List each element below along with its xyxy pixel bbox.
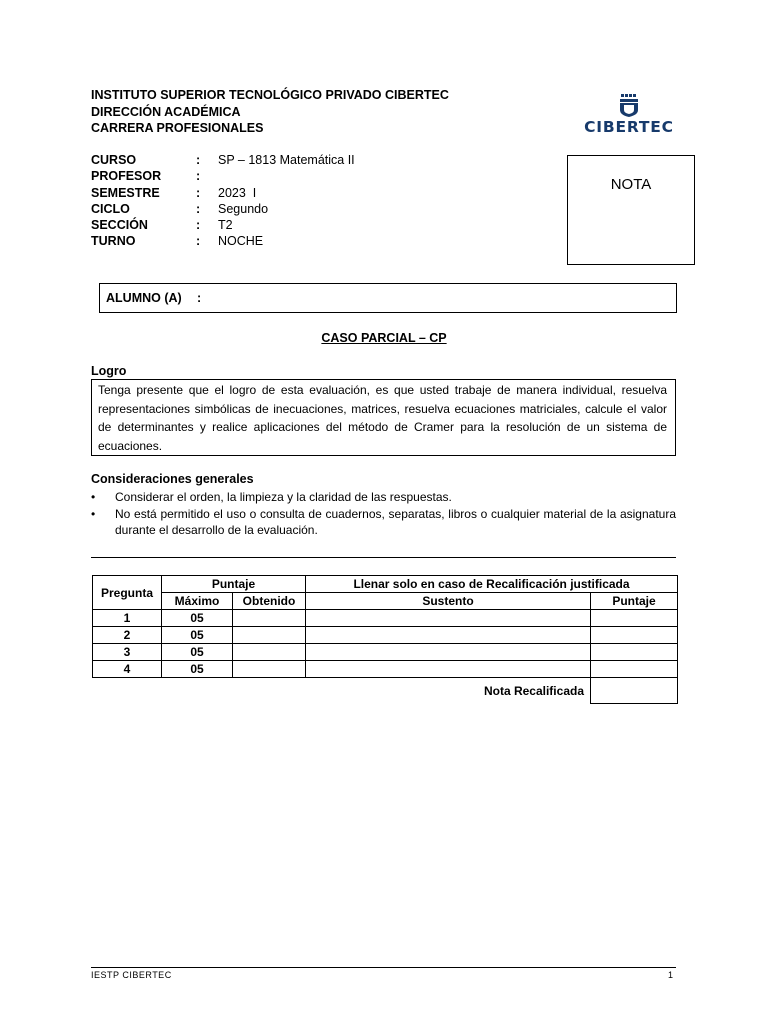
institution-header (91, 87, 449, 137)
alumno-label: ALUMNO (A) (106, 291, 182, 305)
institution-name: INSTITUTO SUPERIOR TECNOLÓGICO PRIVADO CIBERTEC (91, 88, 449, 102)
puntaje-recal-cell[interactable] (591, 644, 678, 661)
pregunta-cell: 4 (93, 661, 162, 678)
info-label: CICLO (91, 201, 130, 216)
spacer-cell (233, 678, 306, 704)
table-header-row (93, 576, 678, 593)
header-obtenido: Obtenido (233, 593, 306, 610)
info-value: 2023 I (218, 185, 257, 200)
header-recalificacion: Llenar solo en caso de Recalificación justificada (306, 576, 678, 593)
info-colon: : (196, 185, 201, 200)
puntaje-recal-cell[interactable] (591, 661, 678, 678)
nota-label: NOTA (610, 176, 652, 193)
footer-divider (91, 967, 676, 968)
header-puntaje-recal: Puntaje (591, 593, 678, 610)
header-pregunta: Pregunta (93, 576, 162, 610)
obtenido-cell[interactable] (233, 610, 306, 627)
page-number: 1 (668, 970, 674, 980)
logro-heading: Logro (91, 364, 127, 378)
sustento-cell[interactable] (306, 627, 591, 644)
info-value: Segundo (218, 201, 269, 216)
obtenido-cell[interactable] (233, 627, 306, 644)
info-colon: : (196, 218, 201, 233)
maximo-cell: 05 (162, 644, 233, 661)
table-row (93, 610, 678, 627)
sustento-cell[interactable] (306, 610, 591, 627)
nota-recalificada-row (93, 678, 678, 704)
info-value: T2 (218, 218, 233, 233)
footer-institution: IESTP CIBERTEC (91, 970, 172, 980)
table-row (93, 644, 678, 661)
header-puntaje: Puntaje (162, 576, 306, 593)
bullet-icon: • (91, 490, 96, 504)
nota-box[interactable] (567, 155, 695, 265)
alumno-colon: : (197, 291, 202, 305)
obtenido-cell[interactable] (233, 661, 306, 678)
career-name: CARRERA PROFESIONALES (91, 121, 264, 135)
list-item (91, 506, 676, 539)
info-colon: : (196, 153, 201, 167)
info-label: TURNO (91, 234, 136, 249)
info-colon: : (196, 234, 201, 249)
table-row (93, 627, 678, 644)
header-sustento: Sustento (306, 593, 591, 610)
department-name: DIRECCIÓN ACADÉMICA (91, 104, 241, 119)
bullet-icon: • (91, 506, 96, 521)
alumno-field[interactable] (99, 283, 677, 313)
maximo-cell: 05 (162, 610, 233, 627)
list-item (91, 489, 676, 506)
info-label: SEMESTRE (91, 185, 160, 200)
pregunta-cell: 1 (93, 610, 162, 627)
obtenido-cell[interactable] (233, 644, 306, 661)
info-colon: : (196, 201, 201, 216)
list-item-text: Considerar el orden, la limpieza y la claridad de las respuestas. (115, 490, 452, 504)
nota-recalificada-cell[interactable] (591, 678, 678, 704)
maximo-cell: 05 (162, 627, 233, 644)
cibertec-logo (580, 93, 678, 137)
consideraciones-list (91, 489, 676, 539)
pregunta-cell: 3 (93, 644, 162, 661)
info-value: SP – 1813 Matemática II (218, 153, 355, 167)
puntaje-recal-cell[interactable] (591, 627, 678, 644)
info-label: PROFESOR (91, 169, 162, 184)
sustento-cell[interactable] (306, 644, 591, 661)
divider (91, 557, 676, 558)
info-label: CURSO (91, 153, 137, 167)
spacer-cell (162, 678, 233, 704)
nota-recalificada-label: Nota Recalificada (483, 683, 584, 698)
table-subheader-row (93, 593, 678, 610)
info-value: NOCHE (218, 234, 264, 249)
pregunta-cell: 2 (93, 627, 162, 644)
list-item-text: No está permitido el uso o consulta de cuadernos, separatas, libros o cualquier material de la asignatura durante el desarrollo de la evaluación. (115, 506, 676, 537)
sustento-cell[interactable] (306, 661, 591, 678)
info-label: SECCIÓN (91, 218, 148, 233)
castle-tower-icon (580, 93, 678, 119)
page-title: CASO PARCIAL – CP (321, 331, 447, 345)
consideraciones-heading: Consideraciones generales (91, 472, 254, 486)
table-row (93, 661, 678, 678)
puntaje-recal-cell[interactable] (591, 610, 678, 627)
spacer-cell (93, 678, 162, 704)
header-maximo: Máximo (162, 593, 233, 610)
score-table (92, 575, 678, 704)
info-colon: : (196, 169, 201, 184)
maximo-cell: 05 (162, 661, 233, 678)
logo-text: CIBERTEC (584, 118, 674, 136)
logro-box: Tenga presente que el logro de esta evaluación, es que usted trabaje de manera individual, resuelva representaciones simbólicas de inecuaciones, matrices, resuelva ecuaciones matriciales, calcule el valor de determinantes y realice aplicaciones del método de Cramer para la resolución de un sistema de ecuaciones. (91, 379, 676, 456)
